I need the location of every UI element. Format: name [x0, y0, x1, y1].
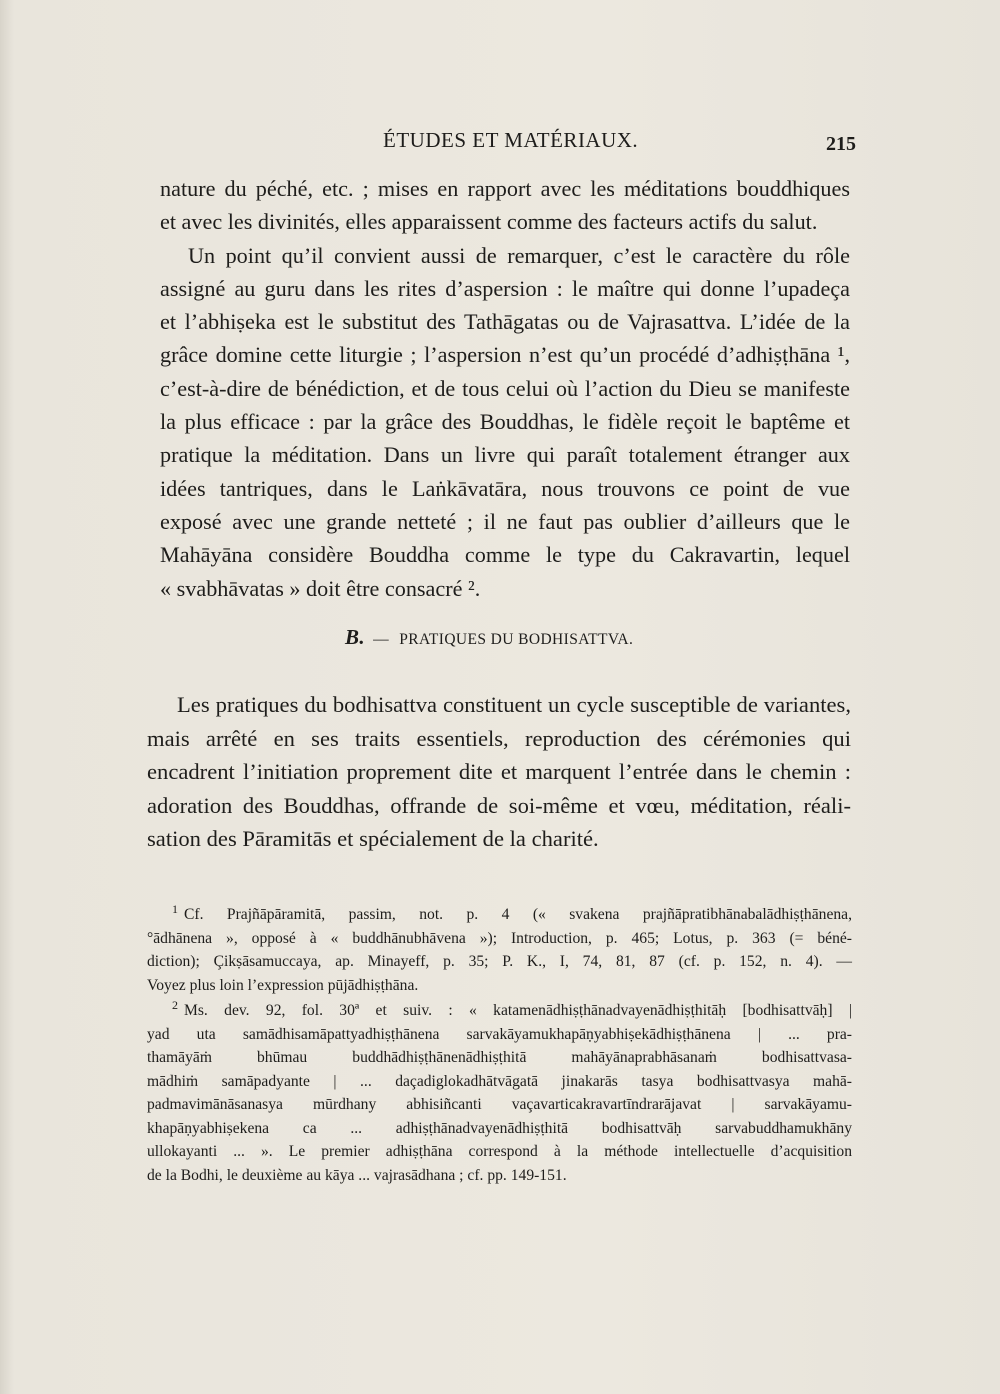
- body-line: « svabhāvatas » doit être consacré ².: [160, 575, 481, 601]
- footnote-line: yad uta samādhisamāpattyadhiṣṭhānena sarvakāyamukhapāṇyabhiṣekādhiṣṭhānena | ... pra-: [147, 1025, 852, 1043]
- body-line: Un point qu’il convient aussi de remarquer, c’est le caractère du rôle: [188, 242, 850, 268]
- footnote-number: 1: [172, 901, 178, 916]
- footnote-line: khapāṇyabhiṣekena ca ... adhiṣṭhānadvayenādhiṣṭhitā bodhisattvāḥ sarvabuddhamukhāny: [147, 1119, 852, 1137]
- footnote-line: padmavimānāsanasya mūrdhany abhisiñcanti vaçavarticakravartīndrarājavat | sarvakāyamu-: [147, 1096, 852, 1113]
- section-line: sation des Pāramitās et spécialement de la charité.: [147, 826, 599, 851]
- footnote-line: diction); Çikṣāsamuccaya, ap. Minayeff, p. 35; P. K., I, 74, 81, 87 (cf. p. 152, n. 4). —: [147, 953, 852, 970]
- body-line: c’est-à-dire de bénédiction, et de tous celui où l’action du Dieu se manifeste: [160, 375, 850, 401]
- section-line: mais arrêté en ses traits essentiels, reproduction des cérémonies qui: [147, 725, 851, 751]
- section-line: encadrent l’initiation proprement dite et marquent l’entrée dans le chemin :: [147, 759, 851, 784]
- body-line: et avec les divinités, elles apparaissent comme des facteurs actifs du salut.: [160, 209, 818, 235]
- footnote-line: de la Bodhi, le deuxième au kāya ... vajrasādhana ; cf. pp. 149-151.: [147, 1166, 567, 1184]
- running-header-title: ÉTUDES ET MATÉRIAUX.: [383, 128, 639, 152]
- body-line: et l’abhiṣeka est le substitut des Tathāgatas ou de Vajrasattva. L’idée de la: [160, 309, 850, 335]
- footnote-1: [147, 903, 852, 997]
- section-letter: B.: [345, 625, 366, 649]
- footnote-line: thamāyāṁ bhūmau buddhādhiṣṭhānenādhiṣṭhitā mahāyānaprabhāsanaṁ bodhisattvasa-: [147, 1049, 852, 1066]
- footnote-line: °ādhānena », opposé à « buddhānubhāvena »); Introduction, p. 465; Lotus, p. 363 (= béné-: [147, 929, 852, 947]
- body-line: idées tantriques, dans le Laṅkāvatāra, nous trouvons ce point de vue: [160, 475, 850, 501]
- section-line: adoration des Bouddhas, offrande de soi-même et vœu, méditation, réali-: [147, 792, 851, 818]
- section-dash: —: [373, 631, 389, 648]
- body-line: exposé avec une grande netteté ; il ne faut pas oublier d’ailleurs que le: [160, 508, 850, 534]
- body-line: pratique la méditation. Dans un livre qui paraît totalement étranger aux: [160, 442, 850, 468]
- section-line: Les pratiques du bodhisattva constituent un cycle susceptible de variantes,: [177, 692, 851, 717]
- footnote-line: Voyez plus loin l’expression pūjādhiṣṭhāna.: [147, 976, 419, 994]
- section-paragraph: [147, 688, 851, 856]
- footnote-line: [147, 903, 852, 927]
- body-line: grâce domine cette liturgie ; l’aspersion n’est qu’un procédé d’adhiṣṭhāna ¹,: [160, 342, 850, 368]
- body-paragraphs: [160, 172, 850, 605]
- footnote-number: 2: [172, 997, 178, 1012]
- section-heading: [345, 625, 633, 650]
- body-line: la plus efficace : par la grâce des Bouddhas, le fidèle reçoit le baptême et: [160, 409, 850, 435]
- footnote-line: ullokayanti ... ». Le premier adhiṣṭhāna correspond à la méthode intellectuelle d’acquisition: [147, 1143, 852, 1160]
- body-line: nature du péché, etc. ; mises en rapport avec les méditations bouddhiques: [160, 176, 850, 201]
- page-number: 215: [826, 133, 856, 155]
- footnote-text: Ms. dev. 92, fol. 30ª et suiv. : « katamenādhiṣṭhānadvayenādhiṣṭhitāḥ [bodhisattvāḥ] |: [184, 1002, 852, 1019]
- footnotes: [147, 903, 852, 1187]
- body-line: Mahāyāna considère Bouddha comme le type du Cakravartin, lequel: [160, 542, 850, 568]
- footnote-text: Cf. Prajñāpāramitā, passim, not. p. 4 (« svakena prajñāpratibhānabalādhiṣṭhānena,: [184, 906, 852, 923]
- body-line: assigné au guru dans les rites d’aspersion : le maître qui donne l’upadeça: [160, 275, 850, 301]
- footnote-line: [147, 999, 852, 1023]
- footnote-line: mādhiṁ samāpadyante | ... daçadiglokadhātvāgatā jinakarās tasya bodhisattvasya mahā-: [147, 1072, 852, 1090]
- footnote-2: [147, 999, 852, 1187]
- section-title: PRATIQUES DU BODHISATTVA.: [399, 631, 634, 648]
